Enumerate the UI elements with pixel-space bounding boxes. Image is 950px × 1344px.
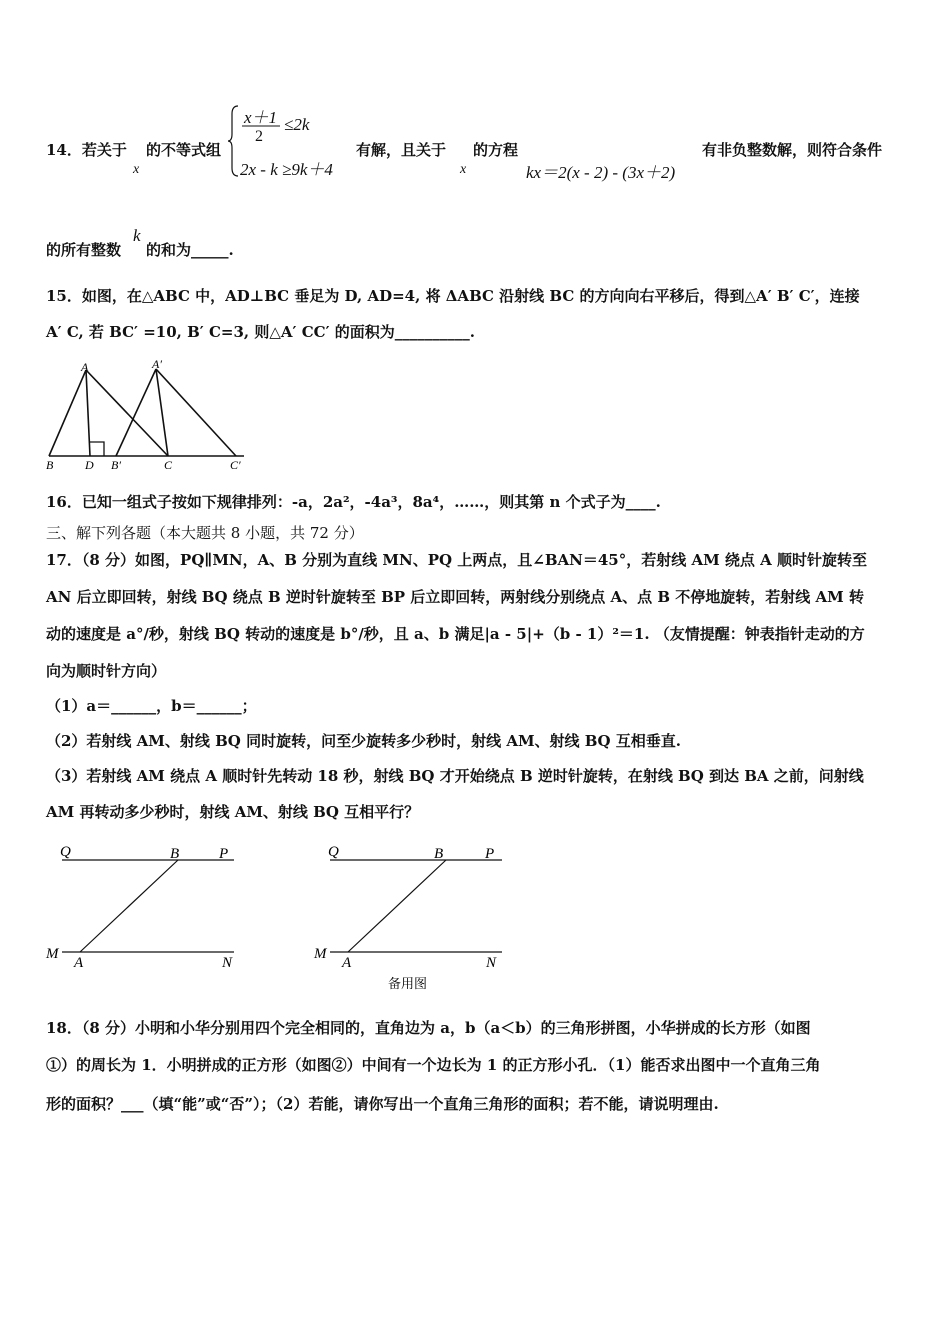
fig15-label-b-prime: B′ bbox=[111, 458, 121, 472]
q14-bottom-inequality: 2x - k ≥9k＋4 bbox=[240, 160, 333, 179]
q18-line2: ①）的周长为 1．小明拼成的正方形（如图②）中间有一个边长为 1 的正方形小孔．（1）能否求出图中一个直角三角 bbox=[46, 1056, 821, 1074]
q14-var-x: x bbox=[133, 162, 140, 177]
q14-equation: kx＝2(x - 2) - (3x＋2) bbox=[526, 163, 676, 182]
q14-line2-start: 的所有整数 bbox=[46, 241, 122, 259]
q17-parallel-lines-figure bbox=[44, 842, 244, 972]
fig17-label-b: B bbox=[170, 846, 180, 862]
q17-sub3-line1: （3）若射线 AM 绕点 A 顺时针先转动 18 秒，射线 BQ 才开始绕点 B 逆时针旋转，在射线 BQ 到达 BA 之前，问射线 bbox=[46, 767, 864, 785]
fig15-label-a: A bbox=[81, 360, 89, 374]
fig17-label-q: Q bbox=[60, 844, 71, 860]
q14-line2-end: 的和为_____. bbox=[146, 241, 234, 259]
fig17-label-p: P bbox=[219, 846, 229, 862]
q14-brace bbox=[228, 104, 240, 178]
q17-line2: AN 后立即回转，射线 BQ 绕点 B 逆时针旋转至 BP 后立即回转，两射线分别绕点 A、点 B 不停地旋转，若射线 AM 转 bbox=[46, 588, 864, 606]
q14-var-k: k bbox=[133, 226, 141, 245]
q17-line1: 17．（8 分）如图，PQ∥MN，A、B 分别为直线 MN、PQ 上两点，且∠BAN＝45°，若射线 AM 绕点 A 顺时针旋转至 bbox=[46, 551, 868, 569]
q14-fraction-numerator: x＋1 bbox=[244, 108, 278, 127]
q18-line3: 形的面积？___（填“能”或“否”）；（2）若能，请你写出一个直角三角形的面积；若不能，请说明理由. bbox=[46, 1095, 719, 1113]
fig15-label-d: D bbox=[85, 458, 94, 472]
q17-line4: 向为顺时针方向） bbox=[46, 662, 167, 680]
fig17b-label-q: Q bbox=[328, 844, 339, 860]
q18-line1: 18．（8 分）小明和小华分别用四个完全相同的，直角边为 a，b（a＜b）的三角形拼图，小华拼成的长方形（如图 bbox=[46, 1019, 811, 1037]
q17-sub1: （1）a＝______，b＝______； bbox=[46, 697, 257, 715]
fig17-label-n: N bbox=[222, 955, 233, 971]
backup-figure-caption: 备用图 bbox=[388, 977, 428, 992]
q14-top-relation: ≤2k bbox=[284, 115, 310, 134]
q14-text-condition: 有非负整数解，则符合条件 bbox=[702, 141, 883, 159]
fig17b-label-p: P bbox=[485, 846, 495, 862]
q15-line1: 15．如图，在△ABC 中，AD⊥BC 垂足为 D, AD=4, 将 ΔABC 沿射线 BC 的方向向右平移后，得到△A′ B′ C′，连接 bbox=[46, 287, 860, 305]
section-heading: 三、解下列各题（本大题共 8 小题，共 72 分） bbox=[46, 524, 364, 542]
q17-sub2: （2）若射线 AM、射线 BQ 同时旋转，问至少旋转多少秒时，射线 AM、射线 BQ 互相垂直. bbox=[46, 732, 681, 750]
q15-translation-figure bbox=[44, 358, 254, 474]
q17-backup-figure bbox=[312, 842, 512, 992]
fig17b-label-a: A bbox=[342, 955, 352, 971]
q16-line: 16．已知一组式子按如下规律排列：-a，2a²，-4a³，8a⁴，……，则其第 n 个式子为____. bbox=[46, 493, 661, 511]
fig17-label-a: A bbox=[74, 955, 84, 971]
q14-var-x2: x bbox=[460, 162, 467, 177]
fig17-label-m: M bbox=[46, 946, 59, 962]
q14-text-solvable: 有解，且关于 bbox=[356, 141, 447, 159]
q17-sub3-line2: AM 再转动多少秒时，射线 AM、射线 BQ 互相平行？ bbox=[46, 803, 420, 821]
q14-fraction-bar bbox=[242, 125, 282, 127]
q15-line2: A′ C, 若 BC′ =10, B′ C=3, 则△A′ CC′ 的面积为__________. bbox=[46, 323, 475, 341]
q14-text-system: 的不等式组 bbox=[146, 141, 222, 159]
fig15-label-b: B bbox=[46, 458, 54, 472]
fig15-label-c-prime: C′ bbox=[230, 458, 241, 472]
fig17b-label-b: B bbox=[434, 846, 444, 862]
fig15-label-a-prime: A′ bbox=[152, 357, 162, 371]
q14-text-equation: 的方程 bbox=[473, 141, 519, 159]
q17-line3: 动的速度是 a°/秒，射线 BQ 转动的速度是 b°/秒，且 a、b 满足|a - 5|+（b - 1）²＝1. （友情提醒：钟表指针走动的方 bbox=[46, 625, 865, 643]
fig17b-label-m: M bbox=[314, 946, 327, 962]
fig15-label-c: C bbox=[164, 458, 173, 472]
fig17b-label-n: N bbox=[486, 955, 497, 971]
q14-fraction-denominator: 2 bbox=[255, 128, 263, 145]
q14-text-start: 14．若关于 bbox=[46, 141, 127, 159]
